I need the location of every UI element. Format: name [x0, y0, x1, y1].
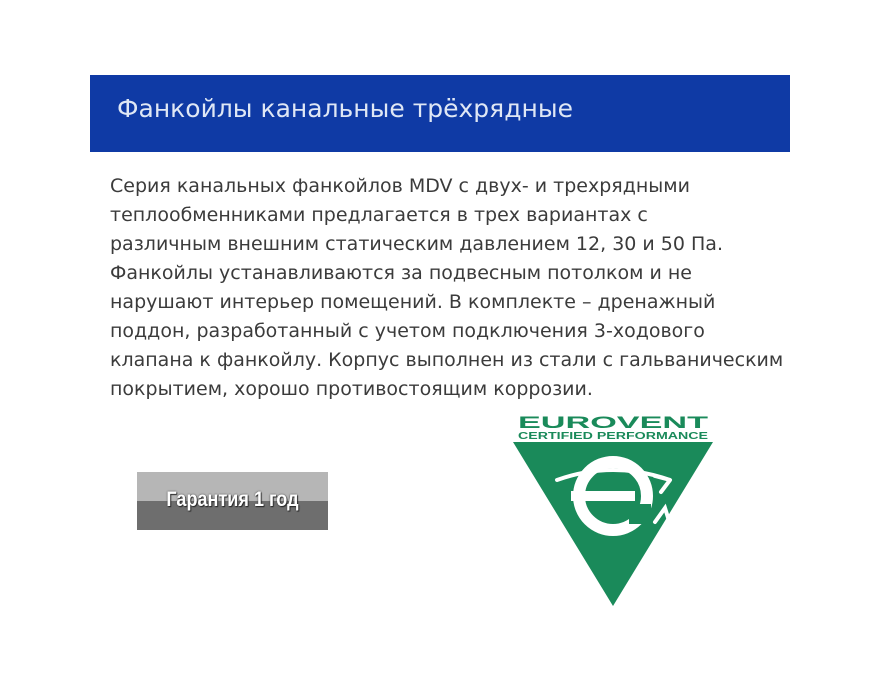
logo-subtitle-text: CERTIFIED PERFORMANCE: [518, 430, 708, 442]
product-description: [110, 172, 800, 404]
page-title: Фанкойлы канальные трёхрядные: [117, 94, 573, 123]
description-line: нарушают интерьер помещений. В комплекте – дренажный: [110, 291, 716, 313]
description-line: Фанкойлы устанавливаются за подвесным потолком и не: [110, 262, 692, 284]
warranty-badge: [137, 472, 328, 530]
description-line: покрытием, хорошо противостоящим коррозии.: [110, 378, 593, 400]
description-line: различным внешним статическим давлением 12, 30 и 50 Па.: [110, 233, 723, 255]
description-line: Серия канальных фанкойлов MDV с двух- и трехрядными: [110, 175, 690, 197]
header-bar: [90, 75, 790, 152]
eurovent-certified-performance-logo: [505, 410, 720, 610]
warranty-label: Гарантия 1 год: [166, 488, 299, 511]
description-line: теплообменниками предлагается в трех вариантах с: [110, 204, 648, 226]
logo-brand-text: EUROVENT: [518, 413, 710, 432]
description-line: поддон, разработанный с учетом подключения 3-ходового: [110, 320, 705, 342]
description-line: клапана к фанкойлу. Корпус выполнен из стали с гальваническим: [110, 349, 784, 371]
